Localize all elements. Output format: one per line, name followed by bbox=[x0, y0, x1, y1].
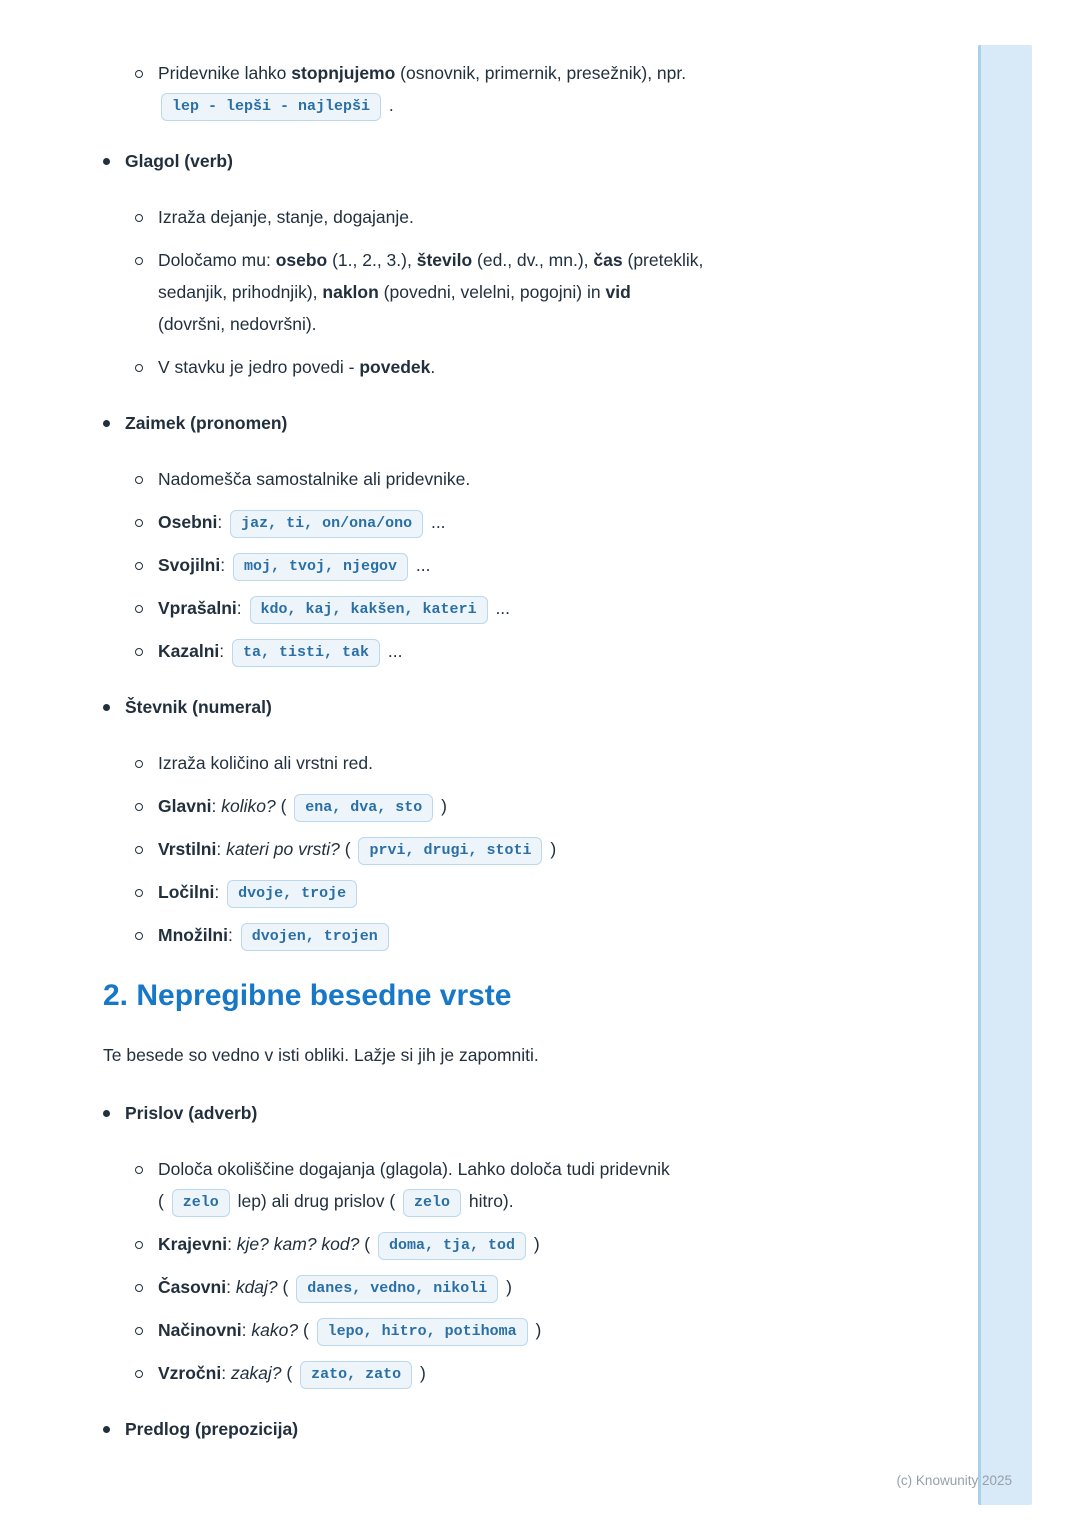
sub-list-item bbox=[135, 463, 960, 495]
list-item bbox=[103, 145, 960, 177]
sub-bullet-icon bbox=[135, 1370, 143, 1378]
paragraph: Te besede so vedno v isti obliki. Lažje si jih je zapomniti. bbox=[103, 1045, 539, 1065]
bold-text: Glagol (verb) bbox=[125, 151, 233, 171]
item-text: Nadomešča samostalnike ali pridevnike. bbox=[158, 469, 471, 489]
bullet-icon bbox=[103, 1426, 110, 1433]
sub-bullet-icon bbox=[135, 605, 143, 613]
item-text: Glavni: koliko? ( ena, dva, sto ) bbox=[158, 790, 960, 822]
footer-credit: (c) Knowunity 2025 bbox=[896, 1473, 1012, 1488]
code-chip: jaz, ti, on/ona/ono bbox=[230, 510, 423, 538]
bold-text: povedek bbox=[359, 357, 431, 377]
bullet-icon bbox=[103, 420, 110, 427]
bold-text: Prislov (adverb) bbox=[125, 1103, 258, 1123]
item-text: Ločilni: dvoje, troje bbox=[158, 876, 960, 908]
item-text: Določamo mu: osebo (1., 2., 3.), število (ed., dv., mn.), čas (preteklik, sedanjik, prihodnjik), naklon (povedni, velelni, pogojni) in vid (dovršni, nedovršni). bbox=[158, 250, 704, 334]
sub-list-item bbox=[135, 1271, 960, 1303]
sub-list-item bbox=[135, 790, 960, 822]
sub-bullet-icon bbox=[135, 932, 143, 940]
code-chip: ena, dva, sto bbox=[294, 794, 433, 822]
item-text: Načinovni: kako? ( lepo, hitro, potihoma ) bbox=[158, 1314, 960, 1346]
bold-text: vid bbox=[605, 282, 631, 302]
code-chip: zato, zato bbox=[300, 1361, 412, 1389]
bold-text: stopnjujemo bbox=[291, 63, 396, 83]
list-item bbox=[103, 691, 960, 723]
sub-list-item bbox=[135, 244, 960, 340]
sub-bullet-icon bbox=[135, 476, 143, 484]
bold-text: število bbox=[416, 250, 473, 270]
item-text bbox=[125, 691, 960, 723]
sub-list-item bbox=[135, 1153, 960, 1217]
bold-text: Krajevni bbox=[158, 1234, 228, 1254]
sub-list-item bbox=[135, 201, 960, 233]
sub-bullet-icon bbox=[135, 889, 143, 897]
code-chip: zelo bbox=[403, 1189, 461, 1217]
sub-list-item bbox=[135, 592, 960, 624]
item-text: Krajevni: kje? kam? kod? ( doma, tja, tod ) bbox=[158, 1228, 960, 1260]
bold-text: naklon bbox=[322, 282, 379, 302]
bold-text: Časovni bbox=[158, 1277, 227, 1297]
bold-text: Zaimek (pronomen) bbox=[125, 413, 288, 433]
code-chip: doma, tja, tod bbox=[378, 1232, 526, 1260]
bold-text: Osebni bbox=[158, 512, 218, 532]
sub-bullet-icon bbox=[135, 364, 143, 372]
italic-text: kateri po vrsti? bbox=[226, 839, 340, 859]
bold-text: osebo bbox=[275, 250, 328, 270]
item-text: Množilni: dvojen, trojen bbox=[158, 919, 960, 951]
code-chip: zelo bbox=[172, 1189, 230, 1217]
sub-bullet-icon bbox=[135, 846, 143, 854]
sub-bullet-icon bbox=[135, 1284, 143, 1292]
code-chip: ta, tisti, tak bbox=[232, 639, 380, 667]
item-text: Osebni: jaz, ti, on/ona/ono ... bbox=[158, 506, 960, 538]
bullet-icon bbox=[103, 1110, 110, 1117]
bold-text: Glavni bbox=[158, 796, 212, 816]
item-text: Izraža količino ali vrstni red. bbox=[158, 753, 373, 773]
code-chip: kdo, kaj, kakšen, kateri bbox=[250, 596, 488, 624]
item-text bbox=[125, 1413, 960, 1445]
italic-text: koliko? bbox=[221, 796, 276, 816]
item-text bbox=[125, 1097, 960, 1129]
italic-text: kje? kam? kod? bbox=[236, 1234, 360, 1254]
bold-text: Načinovni bbox=[158, 1320, 242, 1340]
item-text: V stavku je jedro povedi - povedek. bbox=[158, 357, 436, 377]
item-text: Izraža dejanje, stanje, dogajanje. bbox=[158, 207, 414, 227]
item-text bbox=[125, 407, 960, 439]
bold-text: Vprašalni bbox=[158, 598, 237, 618]
bold-text: Vrstilni bbox=[158, 839, 217, 859]
bold-text: Svojilni bbox=[158, 555, 221, 575]
bullet-icon bbox=[103, 704, 110, 711]
sub-list-item bbox=[135, 833, 960, 865]
italic-text: zakaj? bbox=[230, 1363, 282, 1383]
italic-text: kdaj? bbox=[235, 1277, 278, 1297]
bold-text: Kazalni bbox=[158, 641, 220, 661]
sub-bullet-icon bbox=[135, 1241, 143, 1249]
code-chip: lep - lepši - najlepši bbox=[161, 93, 381, 121]
item-text: Vprašalni: kdo, kaj, kakšen, kateri ... bbox=[158, 592, 960, 624]
item-text: Vrstilni: kateri po vrsti? ( prvi, drugi, stoti ) bbox=[158, 833, 960, 865]
code-chip: moj, tvoj, njegov bbox=[233, 553, 408, 581]
sub-bullet-icon bbox=[135, 648, 143, 656]
item-text: Vzročni: zakaj? ( zato, zato ) bbox=[158, 1357, 960, 1389]
sub-list-item bbox=[135, 1357, 960, 1389]
sub-list-item bbox=[135, 876, 960, 908]
sub-bullet-icon bbox=[135, 1327, 143, 1335]
sub-bullet-icon bbox=[135, 257, 143, 265]
item-text: Kazalni: ta, tisti, tak ... bbox=[158, 635, 960, 667]
code-chip: lepo, hitro, potihoma bbox=[317, 1318, 528, 1346]
sub-bullet-icon bbox=[135, 803, 143, 811]
code-chip: dvojen, trojen bbox=[241, 923, 389, 951]
sub-list-item bbox=[135, 351, 960, 383]
sub-list-item bbox=[135, 1314, 960, 1346]
list-item bbox=[103, 1413, 960, 1445]
side-strip bbox=[978, 45, 1032, 1505]
bold-text: Predlog (prepozicija) bbox=[125, 1419, 299, 1439]
bold-text: Vzročni bbox=[158, 1363, 222, 1383]
italic-text: kako? bbox=[251, 1320, 299, 1340]
bullet-icon bbox=[103, 158, 110, 165]
sub-list-item bbox=[135, 57, 960, 121]
bold-text: čas bbox=[593, 250, 623, 270]
item-text: Svojilni: moj, tvoj, njegov ... bbox=[158, 549, 960, 581]
item-text bbox=[125, 145, 960, 177]
code-chip: prvi, drugi, stoti bbox=[358, 837, 542, 865]
item-text: Pridevnike lahko stopnjujemo (osnovnik, primernik, presežnik), npr. lep - lepši - najlepši . bbox=[158, 57, 960, 121]
list-item bbox=[103, 1097, 960, 1129]
sub-list-item bbox=[135, 1228, 960, 1260]
sub-bullet-icon bbox=[135, 70, 143, 78]
sub-bullet-icon bbox=[135, 1166, 143, 1174]
bold-text: Števnik (numeral) bbox=[125, 697, 272, 717]
sub-bullet-icon bbox=[135, 519, 143, 527]
sub-bullet-icon bbox=[135, 214, 143, 222]
sub-list-item bbox=[135, 635, 960, 667]
sub-list-item bbox=[135, 506, 960, 538]
sub-list-item bbox=[135, 747, 960, 779]
sub-bullet-icon bbox=[135, 760, 143, 768]
bold-text: Ločilni bbox=[158, 882, 215, 902]
item-text: Časovni: kdaj? ( danes, vedno, nikoli ) bbox=[158, 1271, 960, 1303]
code-chip: danes, vedno, nikoli bbox=[296, 1275, 498, 1303]
sub-list-item bbox=[135, 919, 960, 951]
section-heading: 2. Nepregibne besedne vrste bbox=[103, 979, 512, 1012]
list-item bbox=[103, 407, 960, 439]
code-chip: dvoje, troje bbox=[227, 880, 357, 908]
bold-text: Množilni bbox=[158, 925, 228, 945]
sub-bullet-icon bbox=[135, 562, 143, 570]
item-text: Določa okoliščine dogajanja (glagola). Lahko določa tudi pridevnik ( zelo lep) ali drug prislov ( zelo hitro). bbox=[158, 1153, 960, 1217]
sub-list-item bbox=[135, 549, 960, 581]
